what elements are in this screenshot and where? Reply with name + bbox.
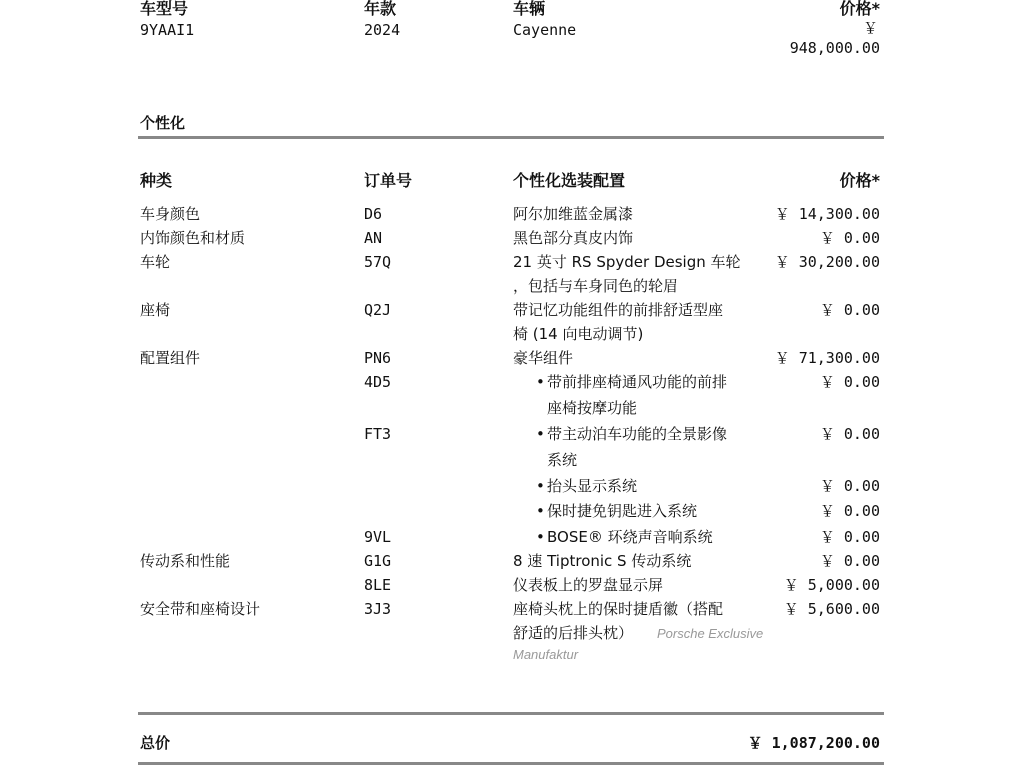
vehicle-header: 车辆 (513, 0, 546, 18)
row-option: 带主动泊车功能的全景影像 (547, 425, 728, 443)
bullet-dot: • (536, 425, 545, 443)
row-option: 带前排座椅通风功能的前排 (547, 373, 728, 391)
row-code: FT3 (364, 425, 392, 443)
bullet-dot: • (536, 528, 545, 546)
row-price: ￥ 5,600.00 (783, 600, 880, 618)
row-price: ￥ 0.00 (819, 301, 880, 319)
row-option: 保时捷免钥匙进入系统 (547, 502, 698, 520)
total-divider-bottom (138, 762, 884, 765)
row-code: 9VL (364, 528, 392, 546)
row-price: ￥ 0.00 (819, 552, 880, 570)
row-option: 仪表板上的罗盘显示屏 (513, 576, 664, 594)
price-header: 价格* (839, 0, 880, 18)
row-option: 阿尔加维蓝金属漆 (513, 205, 634, 223)
option-header: 个性化选装配置 (513, 171, 626, 190)
row-price: ￥ 30,200.00 (774, 253, 880, 271)
order-no-header: 订单号 (364, 171, 413, 190)
bullet-dot: • (536, 477, 545, 495)
row-category: 配置组件 (140, 349, 201, 367)
total-label: 总价 (140, 734, 171, 752)
row-code: 4D5 (364, 373, 392, 391)
row-price: ￥ 0.00 (819, 425, 880, 443)
row-code: PN6 (364, 349, 392, 367)
row-price: ￥ 71,300.00 (774, 349, 880, 367)
row-code: 8LE (364, 576, 392, 594)
row-option-cont: 座椅按摩功能 (547, 399, 638, 417)
row-category: 座椅 (140, 301, 171, 319)
total-divider-top (138, 712, 884, 715)
row-category: 安全带和座椅设计 (140, 600, 261, 618)
model-code-header: 车型号 (140, 0, 189, 18)
exclusive-label-cont: Manufaktur (513, 647, 579, 662)
row-code: Q2J (364, 301, 392, 319)
currency-symbol: ￥ (862, 19, 878, 37)
vehicle-value: Cayenne (513, 21, 577, 39)
row-option-cont: ，包括与车身同色的轮眉 (513, 277, 679, 295)
row-option: 21 英寸 RS Spyder Design 车轮 (513, 253, 741, 271)
row-category: 传动系和性能 (140, 552, 231, 570)
row-price: ￥ 14,300.00 (774, 205, 880, 223)
row-price: ￥ 0.00 (819, 502, 880, 520)
bullet-dot: • (536, 502, 545, 520)
row-option: 抬头显示系统 (547, 477, 638, 495)
section-title: 个性化 (140, 114, 186, 132)
row-option: 带记忆功能组件的前排舒适型座 (513, 301, 724, 319)
model-code-value: 9YAAI1 (140, 21, 195, 39)
row-code: AN (364, 229, 383, 247)
row-code: 3J3 (364, 600, 392, 618)
row-category: 内饰颜色和材质 (140, 229, 246, 247)
table-price-header: 价格* (839, 171, 880, 190)
row-option: 豪华组件 (513, 349, 574, 367)
row-option: 黑色部分真皮内饰 (513, 229, 634, 247)
row-price: ￥ 0.00 (819, 229, 880, 247)
base-price-value: 948,000.00 (789, 39, 880, 57)
row-price: ￥ 0.00 (819, 373, 880, 391)
row-option: 8 速 Tiptronic S 传动系统 (513, 552, 692, 570)
row-option-cont: 系统 (547, 451, 578, 469)
row-option: 座椅头枕上的保时捷盾徽（搭配 (513, 600, 724, 618)
exclusive-label: Porsche Exclusive (657, 626, 764, 641)
row-price: ￥ 0.00 (819, 528, 880, 546)
row-code: 57Q (364, 253, 392, 271)
total-value: ￥ 1,087,200.00 (747, 734, 880, 752)
row-option-cont: 椅 (14 向电动调节) (513, 325, 644, 343)
row-category: 车身颜色 (140, 205, 201, 223)
row-option: BOSE® 环绕声音响系统 (547, 528, 713, 546)
section-divider (138, 136, 884, 139)
row-code: G1G (364, 552, 392, 570)
year-value: 2024 (364, 21, 401, 39)
year-header: 年款 (364, 0, 397, 18)
row-price: ￥ 5,000.00 (783, 576, 880, 594)
row-code: D6 (364, 205, 383, 223)
row-category: 车轮 (140, 253, 171, 271)
row-price: ￥ 0.00 (819, 477, 880, 495)
bullet-dot: • (536, 373, 545, 391)
category-header: 种类 (140, 171, 173, 190)
row-option-cont: 舒适的后排头枕） (513, 624, 634, 642)
